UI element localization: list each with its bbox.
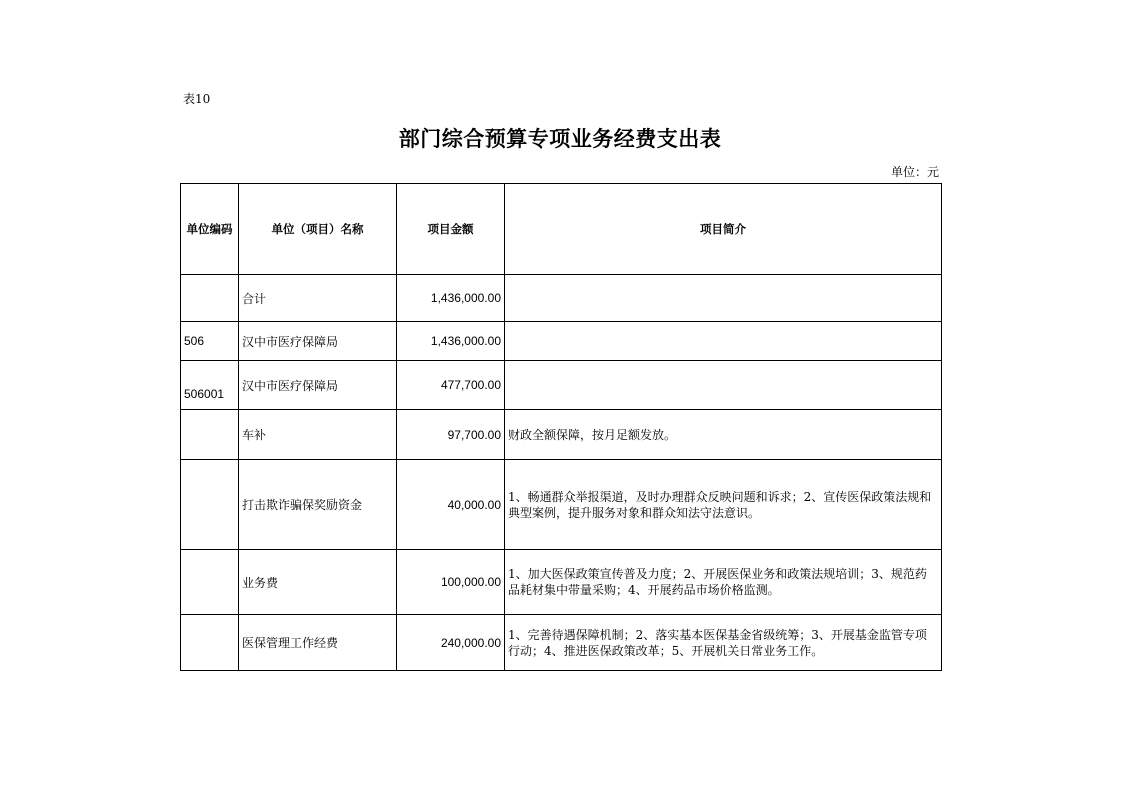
cell-desc: 1、加大医保政策宣传普及力度；2、开展医保业务和政策法规培训；3、规范药品耗材集中带量采购；4、开展药品市场价格监测。: [505, 550, 942, 615]
cell-code: [181, 550, 239, 615]
header-name: 单位（项目）名称: [239, 184, 397, 275]
cell-amount: 97,700.00: [397, 410, 505, 460]
header-desc: 项目简介: [505, 184, 942, 275]
cell-code: [181, 410, 239, 460]
table-row: [181, 410, 942, 460]
table-row: [181, 550, 942, 615]
table-row: [181, 460, 942, 550]
cell-code: 506001: [181, 361, 239, 410]
table-row: [181, 361, 942, 410]
header-row: [181, 184, 942, 275]
header-amount: 项目金额: [397, 184, 505, 275]
cell-desc: 财政全额保障，按月足额发放。: [505, 410, 942, 460]
cell-desc: 1、完善待遇保障机制；2、落实基本医保基金省级统筹；3、开展基金监管专项行动；4、推进医保政策改革；5、开展机关日常业务工作。: [505, 615, 942, 671]
cell-amount: 1,436,000.00: [397, 275, 505, 322]
cell-amount: 477,700.00: [397, 361, 505, 410]
cell-amount: 100,000.00: [397, 550, 505, 615]
cell-desc: 1、畅通群众举报渠道，及时办理群众反映问题和诉求；2、宣传医保政策法规和典型案例，提升服务对象和群众知法守法意识。: [505, 460, 942, 550]
unit-label: 单位：元: [890, 165, 939, 179]
cell-code: [181, 615, 239, 671]
header-code: 单位编码: [181, 184, 239, 275]
cell-desc: [505, 361, 942, 410]
cell-amount: 40,000.00: [397, 460, 505, 550]
cell-name: 打击欺诈骗保奖励资金: [239, 460, 397, 550]
page-title: 部门综合预算专项业务经费支出表: [398, 127, 722, 151]
table-number: 表10: [183, 92, 211, 106]
cell-name: 汉中市医疗保障局: [239, 322, 397, 361]
cell-amount: 240,000.00: [397, 615, 505, 671]
cell-code: [181, 275, 239, 322]
cell-code: 506: [181, 322, 239, 361]
budget-table: [180, 183, 942, 671]
cell-desc: [505, 275, 942, 322]
cell-name: 合计: [239, 275, 397, 322]
cell-name: 汉中市医疗保障局: [239, 361, 397, 410]
table-row: [181, 615, 942, 671]
cell-desc: [505, 322, 942, 361]
cell-code: [181, 460, 239, 550]
cell-name: 医保管理工作经费: [239, 615, 397, 671]
cell-name: 车补: [239, 410, 397, 460]
table-row: [181, 322, 942, 361]
table-row: [181, 275, 942, 322]
cell-name: 业务费: [239, 550, 397, 615]
cell-amount: 1,436,000.00: [397, 322, 505, 361]
